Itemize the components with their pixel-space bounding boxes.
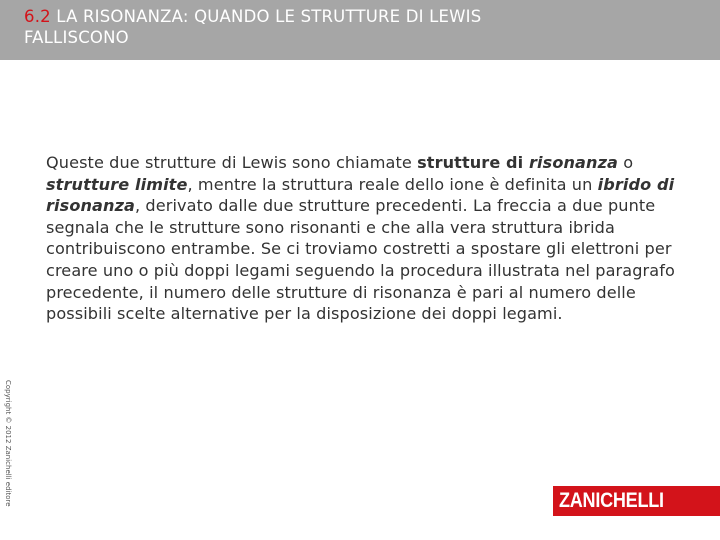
slide-header [0,0,720,60]
copyright-notice: Copyright © 2012 Zanichelli editore [4,380,12,507]
term-ibrido-di-risonanza: ibrido di risonanza [46,174,675,216]
body-paragraph [46,152,686,325]
title-line-2: FALLISCONO [24,28,129,47]
slide-title [24,6,481,48]
body-text-4: , derivato dalle due strutture precedenti. La freccia a due punte segnala che le strutture sono risonanti e che alla vera struttura ibrida contribuiscono entrambe. Se ci troviamo costretti a spostare gli elettroni per creare uno o più doppi legami seguendo la procedura illustrata nel paragrafo precedente, il numero delle strutture di risonanza è pari al numero delle possibili scelte alternative per la disposizione dei doppi legami. [46,196,675,324]
body-text-3: , mentre la struttura reale dello ione è definita un [187,174,598,194]
term-strutture-limite: strutture limite [46,174,188,194]
logo-text: ZANICHELLI [559,489,664,512]
zanichelli-logo [553,486,720,516]
section-number: 6.2 [24,7,51,26]
body-text-2: o [618,153,634,172]
term-risonanza: risonanza [529,153,618,172]
title-line-1: LA RISONANZA: QUANDO LE STRUTTURE DI LEWIS [56,7,482,26]
term-strutture-di: strutture di [417,153,529,172]
body-text-1: Queste due strutture di Lewis sono chiamate [46,153,418,172]
